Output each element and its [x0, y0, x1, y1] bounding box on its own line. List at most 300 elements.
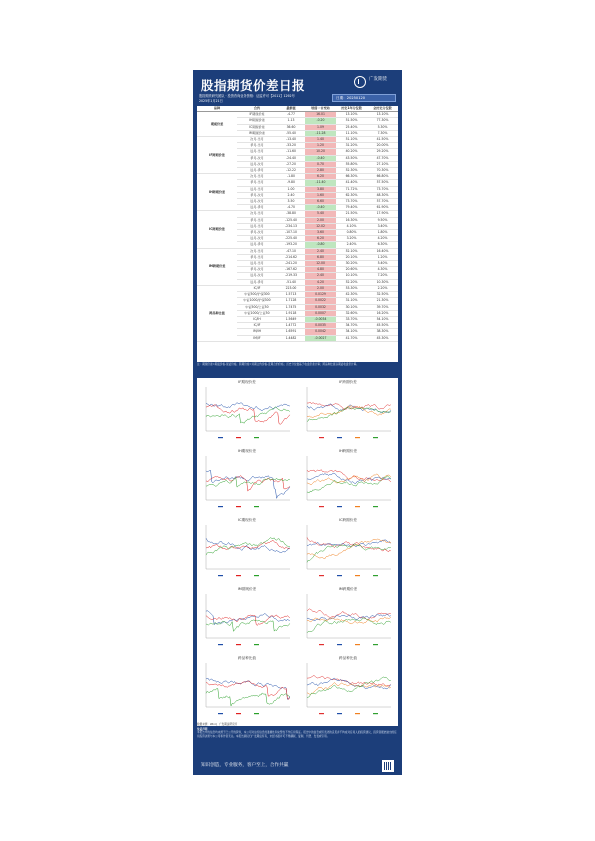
series-line — [206, 405, 290, 425]
column-header: 历史1年分位数 — [336, 106, 367, 112]
chart-title: IH期现价差 — [237, 449, 257, 453]
change-value: 0.0007 — [305, 310, 336, 316]
row-name: 次月-当月 — [237, 137, 277, 143]
chart-1 — [198, 379, 296, 447]
last-value: 1.5713 — [277, 292, 305, 298]
last-value: -214.62 — [277, 254, 305, 260]
row-name: 远月-季月 — [237, 168, 277, 174]
change-value: 1.60 — [305, 192, 336, 198]
chart-9 — [198, 655, 296, 723]
last-value: -27.20 — [277, 161, 305, 167]
row-name: 季月-次月 — [237, 192, 277, 198]
last-value: 223.00 — [277, 285, 305, 291]
row-name: 季月-次月 — [237, 267, 277, 273]
legend-swatch — [319, 644, 324, 645]
change-value: 0.0035 — [305, 323, 336, 329]
row-name: IF期现价差 — [237, 112, 277, 118]
change-value: 0.0022 — [305, 298, 336, 304]
change-value: -0.0034 — [305, 316, 336, 322]
last-value: -33.20 — [277, 143, 305, 149]
legend-swatch — [319, 713, 324, 714]
subtitle-line-2: 2025年1月21日 — [199, 98, 223, 103]
row-name: IC/IF — [237, 323, 277, 329]
chart-title: IC期现价差 — [238, 518, 256, 522]
pct-all: 57.70% — [367, 199, 398, 205]
change-value: 1.20 — [305, 143, 336, 149]
legend-swatch — [254, 713, 259, 714]
pct-1y: 52.30% — [336, 168, 367, 174]
row-name: 次月-当月 — [237, 248, 277, 254]
last-value: 1.6591 — [277, 329, 305, 335]
last-value: -51.40 — [277, 279, 305, 285]
row-name: 季月-当月 — [237, 180, 277, 186]
pct-1y: 41.40% — [336, 180, 367, 186]
table-body — [197, 112, 398, 342]
legend-swatch — [337, 575, 342, 576]
row-name: 季月-次月 — [237, 230, 277, 236]
row-name: IC期现价差 — [237, 124, 277, 130]
spread-table — [197, 106, 398, 342]
logo-text: 广发期货 — [369, 77, 387, 82]
pct-1y: 53.30% — [336, 285, 367, 291]
change-value: -0.20 — [305, 118, 336, 124]
row-name: 中证500/沪深300 — [237, 292, 277, 298]
legend-swatch — [337, 644, 342, 645]
pct-all: 4.30% — [367, 267, 398, 273]
change-value: 16.01 — [305, 112, 336, 118]
row-name: 远月-季月 — [237, 242, 277, 248]
change-value: 6.20 — [305, 236, 336, 242]
row-name: 中证1000/上证50 — [237, 310, 277, 316]
last-value: -38.80 — [277, 211, 305, 217]
company-logo — [354, 76, 394, 90]
pct-all: 41.50% — [367, 137, 398, 143]
pct-1y: 16.30% — [336, 217, 367, 223]
pct-1y: 25.40% — [336, 124, 367, 130]
row-name: 远月-次月 — [237, 161, 277, 167]
legend-swatch — [218, 713, 223, 714]
change-value: 2.80 — [305, 168, 336, 174]
row-name: 远月-当月 — [237, 186, 277, 192]
column-header: 较前一日变动 — [305, 106, 336, 112]
change-value: 3.60 — [305, 230, 336, 236]
change-value: 6.80 — [305, 254, 336, 260]
series-line — [307, 539, 391, 559]
pct-1y: 31.20% — [336, 143, 367, 149]
chart-title: IM跨期价差 — [338, 587, 358, 591]
row-name: 远月-次月 — [237, 236, 277, 242]
pct-all: 10.30% — [367, 279, 398, 285]
pct-1y: 52.10% — [336, 248, 367, 254]
series-line — [206, 477, 290, 487]
change-value: 2.40 — [305, 273, 336, 279]
pct-1y: 10.10% — [336, 273, 367, 279]
legend-swatch — [337, 713, 342, 714]
chart-6 — [299, 517, 397, 585]
chart-axis — [307, 456, 391, 500]
pct-all: 73.70% — [367, 186, 398, 192]
chart-plot — [299, 661, 395, 719]
pct-1y: 40.20% — [336, 149, 367, 155]
legend-swatch — [254, 506, 259, 507]
last-value: -9.80 — [277, 180, 305, 186]
last-value: -24.40 — [277, 155, 305, 161]
series-line — [206, 538, 290, 553]
change-value: 1.40 — [305, 137, 336, 143]
pct-all: 45.50% — [367, 323, 398, 329]
pct-1y: 73.70% — [336, 199, 367, 205]
change-value: 6.60 — [305, 199, 336, 205]
pct-1y: 30.20% — [336, 261, 367, 267]
pct-all: 39.70% — [367, 304, 398, 310]
date-label: 日期： — [336, 96, 347, 100]
pct-all: 1.20% — [367, 254, 398, 260]
row-name: IM/IH — [237, 329, 277, 335]
date-bar — [332, 94, 396, 102]
pct-1y: 71.72% — [336, 186, 367, 192]
pct-all: 32.50% — [367, 292, 398, 298]
pct-all: 61.90% — [367, 205, 398, 211]
legend-swatch — [254, 437, 259, 438]
last-value: -4.77 — [277, 112, 305, 118]
pct-all: 5.30% — [367, 124, 398, 130]
chart-7 — [198, 586, 296, 654]
last-value: -167.62 — [277, 267, 305, 273]
row-name: 中证1000/沪深300 — [237, 298, 277, 304]
row-name: 次月-当月 — [237, 174, 277, 180]
pct-1y: 20.60% — [336, 267, 367, 273]
legend-swatch — [319, 575, 324, 576]
pct-1y: 32.60% — [336, 310, 367, 316]
legend-swatch — [373, 437, 378, 438]
change-value: -0.40 — [305, 205, 336, 211]
pct-1y: 31.10% — [336, 298, 367, 304]
pct-1y: 4.10% — [336, 223, 367, 229]
pct-1y: 13.10% — [336, 112, 367, 118]
group-label: IC跨期价差 — [197, 211, 237, 248]
column-header: 品种 — [197, 106, 237, 112]
row-name: IC/IF — [237, 285, 277, 291]
last-value: -4.70 — [277, 205, 305, 211]
change-value: -11.40 — [305, 180, 336, 186]
series-line — [206, 689, 290, 706]
pct-1y: 20.10% — [336, 254, 367, 260]
chart-plot — [198, 592, 294, 650]
row-name: IM期现价差 — [237, 130, 277, 136]
last-value: 1.9118 — [277, 310, 305, 316]
disclaimer-text: 本报告中的信息均来源于已公开的资料，本公司对这些信息的准确性和完整性不作任何保证。报告中的信息或所表述的意见并不构成对任何人的投资建议，投资者据此做出的任何投资决策与本公司和作者无关。本报告版权归广发期货所有，未经书面许可不得翻版、复制、刊登、发表或引用。 — [197, 731, 397, 738]
chart-axis — [206, 387, 290, 431]
series-line — [206, 540, 290, 550]
pct-1y: 2.40% — [336, 242, 367, 248]
row-name: IH期现价差 — [237, 118, 277, 124]
legend-swatch — [355, 575, 360, 576]
change-value: 5.40 — [305, 211, 336, 217]
legend-swatch — [218, 644, 223, 645]
last-value: -107.10 — [277, 230, 305, 236]
last-value: -234.13 — [277, 223, 305, 229]
pct-all: 17.90% — [367, 211, 398, 217]
change-value: -0.0027 — [305, 335, 336, 341]
last-value: -193.20 — [277, 242, 305, 248]
pct-1y: 42.30% — [336, 292, 367, 298]
change-value: 6.20 — [305, 174, 336, 180]
chart-plot — [198, 385, 294, 443]
legend-swatch — [373, 506, 378, 507]
row-name: 季月-次月 — [237, 155, 277, 161]
pct-1y: 43.50% — [336, 155, 367, 161]
pct-1y: 30.10% — [336, 304, 367, 310]
change-value: 10.20 — [305, 149, 336, 155]
series-line — [206, 620, 290, 632]
change-value: 2.00 — [305, 285, 336, 291]
table-note: 注：期现价差=期货价格-现货价格；跨期价差=远期合约价格-近期合约价格；历史分位数基于收盘价差计算；跨品种比值以期货收盘价计算。 — [197, 363, 359, 366]
group-label: IH跨期价差 — [197, 174, 237, 211]
legend-swatch — [236, 644, 241, 645]
pct-all: 9.50% — [367, 217, 398, 223]
row-name: 季月-当月 — [237, 254, 277, 260]
pct-all: 16.40% — [367, 248, 398, 254]
legend-swatch — [236, 506, 241, 507]
pct-all: 6.30% — [367, 242, 398, 248]
pct-all: 38.30% — [367, 329, 398, 335]
pct-1y: 55.80% — [336, 161, 367, 167]
last-value: 1.5649 — [277, 316, 305, 322]
chart-5 — [198, 517, 296, 585]
change-value: -11.28 — [305, 130, 336, 136]
series-line — [206, 476, 290, 492]
pct-all: 3.40% — [367, 223, 398, 229]
last-value: 1.13 — [277, 118, 305, 124]
pct-1y: 34.70% — [336, 323, 367, 329]
row-name: 中证500/上证50 — [237, 304, 277, 310]
change-value: 2.00 — [305, 217, 336, 223]
pct-all: 27.10% — [367, 161, 398, 167]
row-name: 远月-当月 — [237, 261, 277, 267]
last-value: -225.40 — [277, 236, 305, 242]
change-value: 0.70 — [305, 161, 336, 167]
legend-swatch — [236, 575, 241, 576]
chart-plot — [198, 523, 294, 581]
group-label: 期现价差 — [197, 112, 237, 137]
series-line — [307, 470, 391, 482]
pct-1y: 21.50% — [336, 211, 367, 217]
pct-all: 4.20% — [367, 236, 398, 242]
pct-all: 16.20% — [367, 310, 398, 316]
series-line — [206, 407, 290, 423]
pct-1y: 52.20% — [336, 279, 367, 285]
data-table-panel — [197, 106, 398, 362]
change-value: 12.02 — [305, 223, 336, 229]
legend-swatch — [254, 575, 259, 576]
chart-plot — [198, 454, 294, 512]
qr-code-icon — [382, 760, 394, 772]
pct-1y: 11.10% — [336, 130, 367, 136]
row-name: IM/IF — [237, 335, 277, 341]
chart-plot — [299, 454, 395, 512]
change-value: -0.40 — [305, 155, 336, 161]
row-name: 远月-季月 — [237, 279, 277, 285]
last-value: -12.22 — [277, 168, 305, 174]
change-value: 4.20 — [305, 279, 336, 285]
group-label: IM跨期价差 — [197, 248, 237, 285]
report-title: 股指期货价差日报 — [201, 78, 306, 93]
last-value: -47.10 — [277, 248, 305, 254]
pct-1y: 3.20% — [336, 236, 367, 242]
pct-all: 77.30% — [367, 118, 398, 124]
date-value: 20250120 — [346, 96, 366, 100]
chart-2 — [299, 379, 397, 447]
legend-swatch — [355, 437, 360, 438]
last-value: -241.20 — [277, 261, 305, 267]
series-line — [206, 403, 290, 411]
chart-10 — [299, 655, 397, 723]
change-value: 0.0032 — [305, 304, 336, 310]
chart-title: IH跨期价差 — [338, 449, 358, 453]
change-value: 1.09 — [305, 124, 336, 130]
group-label: IF跨期价差 — [197, 137, 237, 174]
legend-swatch — [236, 437, 241, 438]
pct-1y: 51.10% — [336, 137, 367, 143]
chart-axis — [307, 594, 391, 638]
series-line — [307, 609, 391, 620]
pct-1y: 79.40% — [336, 205, 367, 211]
legend-swatch — [373, 644, 378, 645]
row-name: 次月-当月 — [237, 211, 277, 217]
row-name: 远月-当月 — [237, 223, 277, 229]
logo-icon — [354, 76, 366, 88]
subtitle-line-1: 股指期货研究团队 · 投资咨询业务资格：证监许可【2011】1292号 — [199, 94, 295, 98]
chart-axis — [206, 456, 290, 500]
pct-all: 45.30% — [367, 335, 398, 341]
pct-all: 7.20% — [367, 273, 398, 279]
chart-plot — [299, 385, 395, 443]
report-sheet — [193, 70, 402, 775]
chart-title: 跨品种比值 — [238, 656, 256, 660]
last-value: 1.7475 — [277, 304, 305, 310]
change-value: 4.80 — [305, 267, 336, 273]
pct-all: 54.10% — [367, 316, 398, 322]
series-line — [307, 476, 391, 493]
row-name: 季月-当月 — [237, 143, 277, 149]
pct-1y: 41.70% — [336, 335, 367, 341]
pct-all: 20.00% — [367, 143, 398, 149]
change-value: 3.80 — [305, 186, 336, 192]
chart-plot — [299, 592, 395, 650]
chart-plot — [299, 523, 395, 581]
legend-swatch — [373, 575, 378, 576]
pct-all: 5.40% — [367, 261, 398, 267]
row-name: 远月-季月 — [237, 205, 277, 211]
legend-swatch — [355, 713, 360, 714]
chart-axis — [307, 525, 391, 569]
last-value: 1.4482 — [277, 335, 305, 341]
legend-swatch — [319, 437, 324, 438]
pct-all: 70.30% — [367, 168, 398, 174]
last-value: 3.50 — [277, 199, 305, 205]
pct-1y: 66.30% — [336, 174, 367, 180]
row-name: 远月-当月 — [237, 149, 277, 155]
legend-swatch — [355, 506, 360, 507]
pct-all: 29.20% — [367, 149, 398, 155]
pct-1y: 62.30% — [336, 192, 367, 198]
chart-8 — [299, 586, 397, 654]
chart-title: IM期现价差 — [237, 587, 257, 591]
last-value: -219.33 — [277, 273, 305, 279]
pct-all: 57.50% — [367, 180, 398, 186]
change-value: -0.80 — [305, 242, 336, 248]
slogan: 知识创造，专业服务，客户至上，合作共赢 — [201, 763, 289, 768]
legend-swatch — [218, 575, 223, 576]
change-value: 2.40 — [305, 248, 336, 254]
row-name: 远月-次月 — [237, 273, 277, 279]
legend-swatch — [218, 437, 223, 438]
legend-swatch — [373, 713, 378, 714]
last-value: -125.40 — [277, 217, 305, 223]
legend-swatch — [337, 506, 342, 507]
row-name: 季月-当月 — [237, 217, 277, 223]
chart-title: 跨品种比值 — [339, 656, 357, 660]
series-line — [307, 617, 391, 624]
legend-swatch — [319, 506, 324, 507]
chart-title: IF跨期价差 — [339, 380, 357, 384]
pct-all: 66.80% — [367, 174, 398, 180]
legend-swatch — [218, 506, 223, 507]
chart-title: IF期现价差 — [238, 380, 256, 384]
change-value: 12.00 — [305, 261, 336, 267]
change-value: 0.0129 — [305, 292, 336, 298]
pct-1y: 51.50% — [336, 118, 367, 124]
disclaimer — [197, 728, 398, 760]
column-header: 合约 — [237, 106, 277, 112]
last-value: -1.80 — [277, 174, 305, 180]
chart-4 — [299, 448, 397, 516]
chart-title: IC跨期价差 — [339, 518, 357, 522]
pct-all: 13.10% — [367, 112, 398, 118]
last-value: 36.60 — [277, 124, 305, 130]
pct-all: 1.80% — [367, 230, 398, 236]
row-name: IC/IH — [237, 316, 277, 322]
last-value: 1.7128 — [277, 298, 305, 304]
pct-all: 21.30% — [367, 298, 398, 304]
pct-all: 2.20% — [367, 285, 398, 291]
chart-source: 数据来源：Wind，广发期货研究所 — [197, 723, 238, 726]
last-value: -11.60 — [277, 149, 305, 155]
pct-all: 48.30% — [367, 192, 398, 198]
pct-all: 47.70% — [367, 155, 398, 161]
chart-3 — [198, 448, 296, 516]
row-name: 远月-次月 — [237, 199, 277, 205]
pct-1y: 33.70% — [336, 316, 367, 322]
legend-swatch — [337, 437, 342, 438]
chart-plot — [198, 661, 294, 719]
last-value: 1.4772 — [277, 323, 305, 329]
pct-1y: 0.80% — [336, 230, 367, 236]
column-header: 最新值 — [277, 106, 305, 112]
column-header: 全历史分位数 — [367, 106, 398, 112]
last-value: -55.40 — [277, 130, 305, 136]
pct-all: 7.30% — [367, 130, 398, 136]
last-value: -13.40 — [277, 137, 305, 143]
charts-panel — [197, 378, 398, 726]
legend-swatch — [355, 644, 360, 645]
last-value: 2.40 — [277, 192, 305, 198]
group-label: 跨品种比值 — [197, 285, 237, 341]
disclaimer-title: 免责声明 — [197, 728, 208, 731]
pct-1y: 34.10% — [336, 329, 367, 335]
series-line — [307, 544, 391, 563]
legend-swatch — [254, 644, 259, 645]
